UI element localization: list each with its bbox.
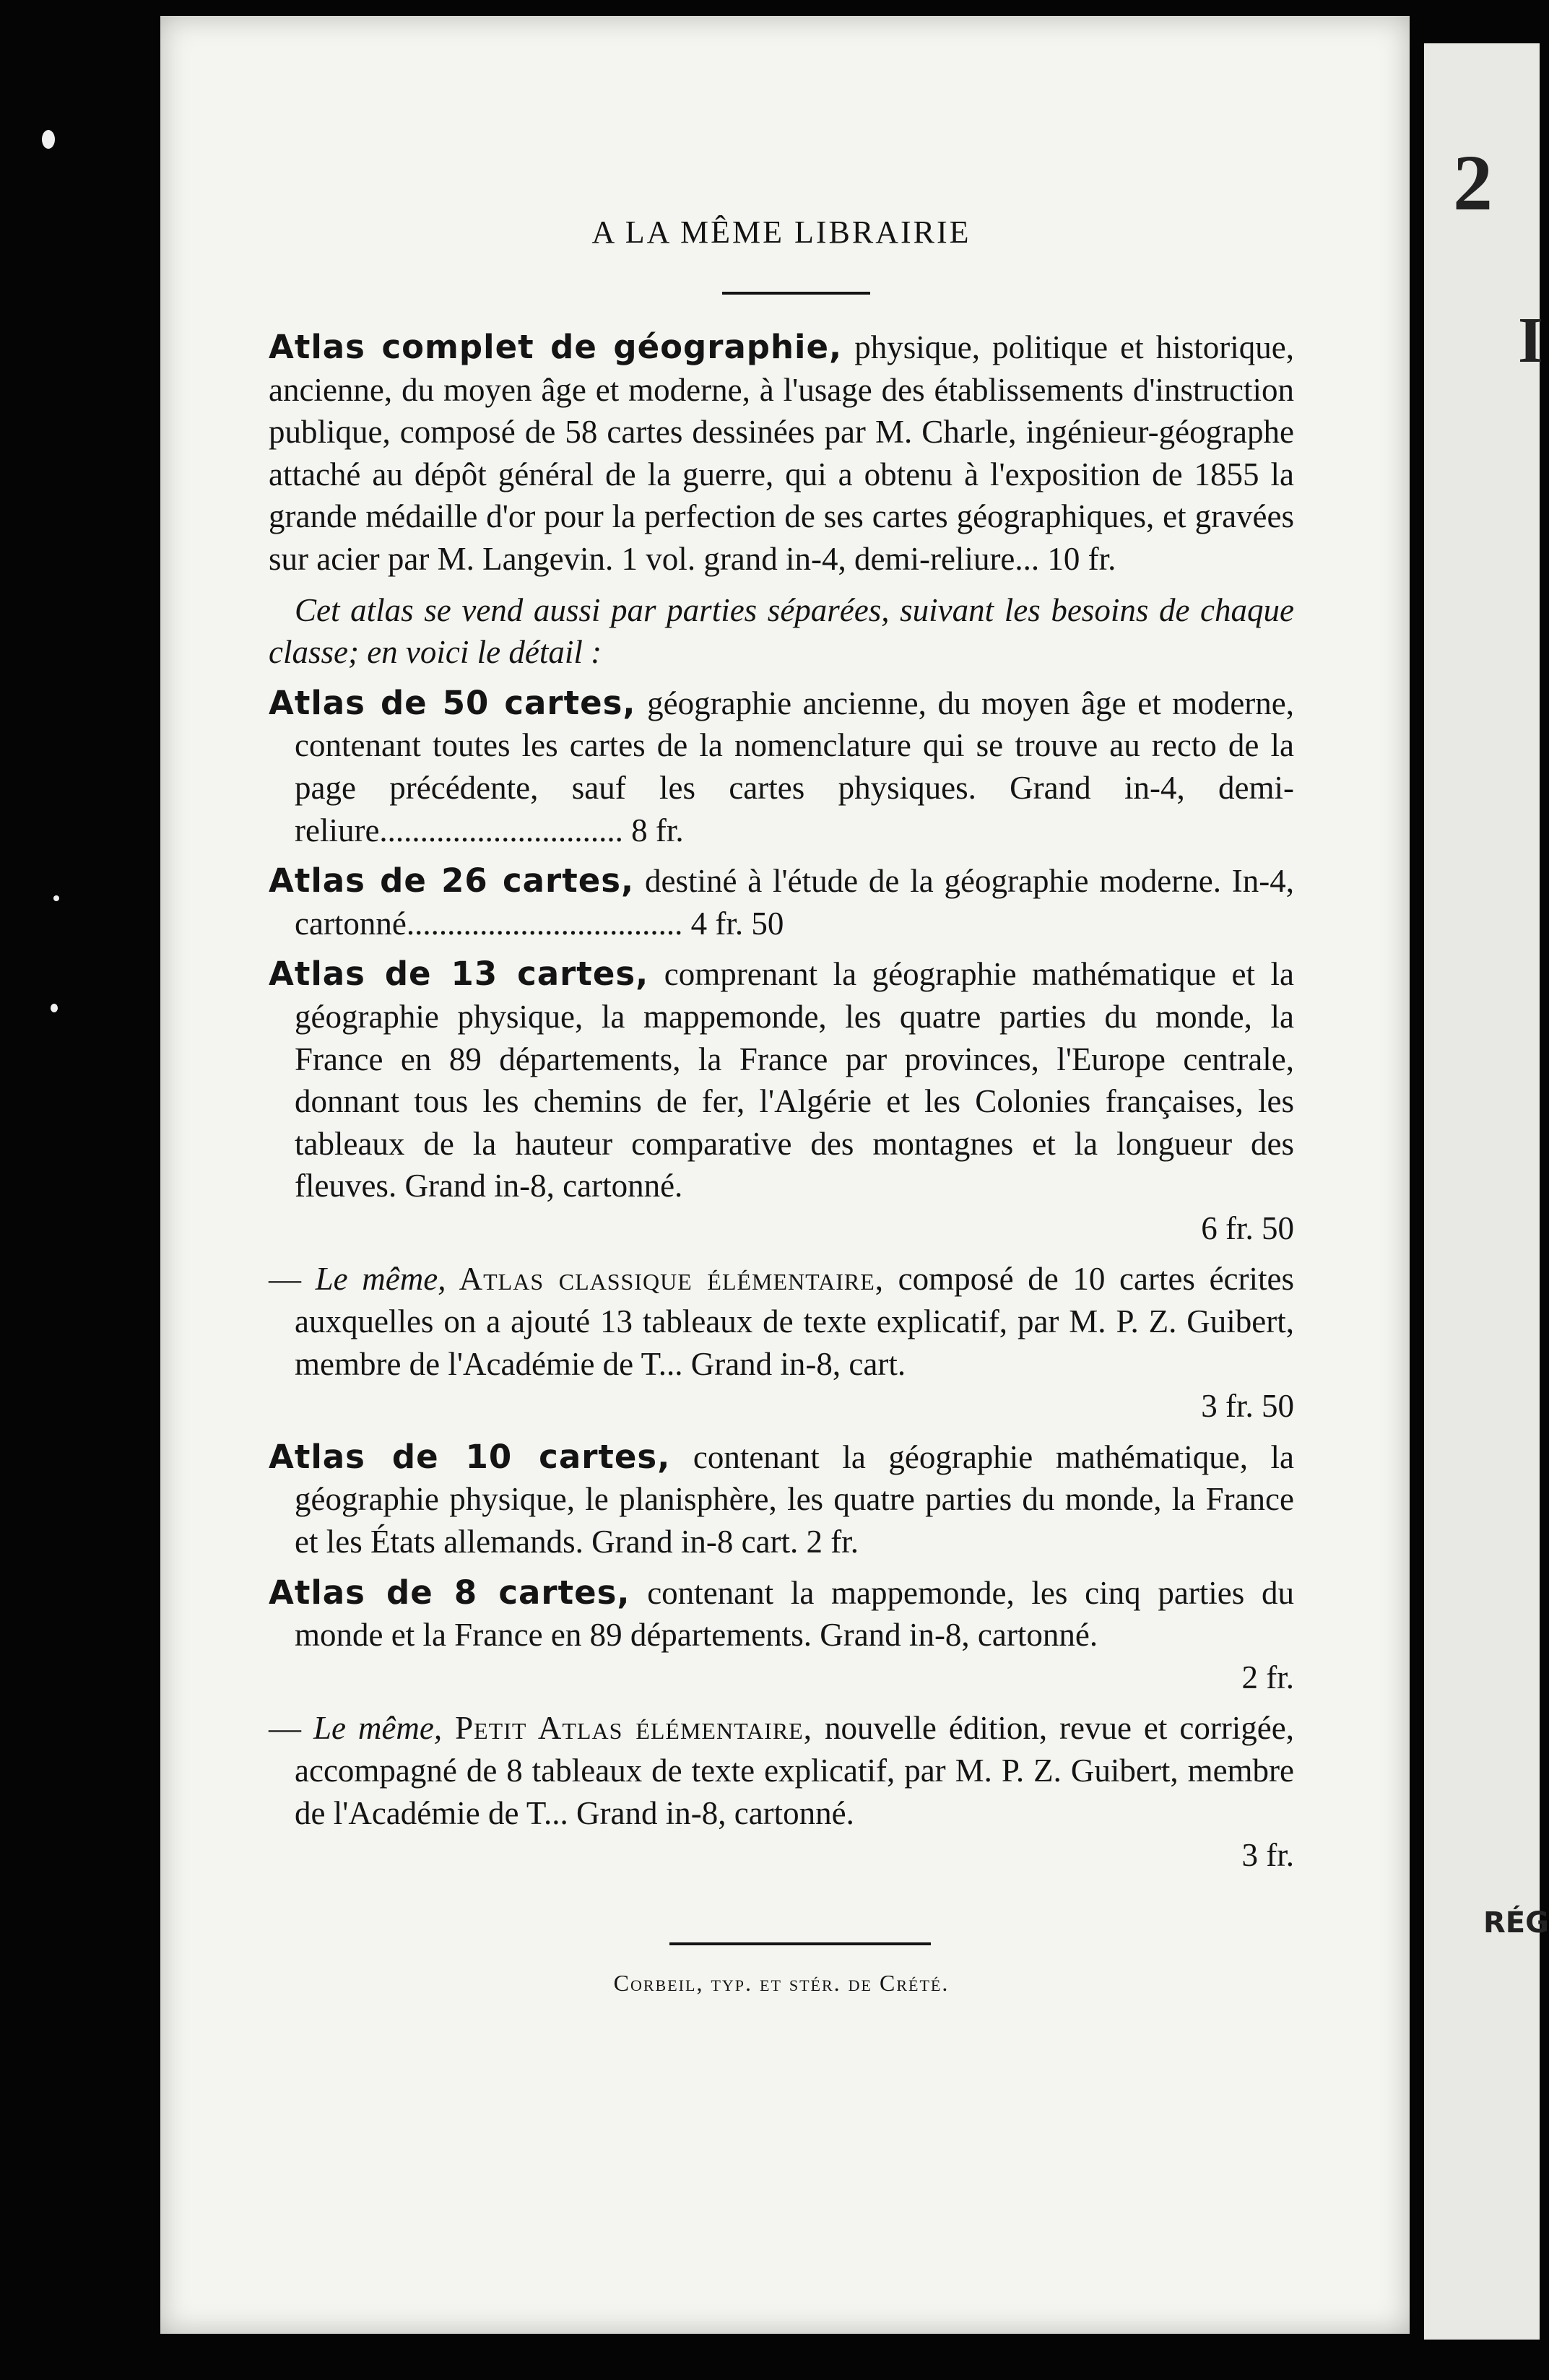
- entry-text: géographie ancienne, du moyen âge et moderne, contenant toutes les cartes de la nomenclature qui se trouve au recto de la page précédente, sauf les cartes physiques. Grand in-4, demi-reliure..............................: [295, 685, 1294, 848]
- entry-text: nouvelle édition, revue et corrigée, accompagné de 8 tableaux de texte explicatif, par M. P. Z. Guibert, membre de l'Académie de T... Grand in-8, cartonné.: [295, 1710, 1295, 1831]
- facing-page-fragment: RÉG: [1483, 1906, 1549, 1940]
- entry-italic: Le même,: [315, 1261, 446, 1298]
- entry-price: 6 fr. 50: [1201, 1209, 1294, 1246]
- entry-price: 10 fr.: [1047, 540, 1116, 577]
- entry-title: Atlas de 13 cartes,: [269, 955, 649, 994]
- entry-text: destiné à l'étude de la géographie moderne. In-4, cartonné..................................: [295, 863, 1294, 942]
- entry-title: Atlas de 10 cartes,: [269, 1437, 671, 1476]
- entry-text: composé de 10 cartes écrites auxquelles on a ajouté 13 tableaux de texte explicatif, par M. P. Z. Guibert, membre de l'Académie de T... Grand in-8, cart.: [295, 1261, 1294, 1382]
- facing-page-fragment: 2: [1453, 139, 1493, 227]
- entry-price: 3 fr. 50: [1201, 1388, 1294, 1425]
- entry-title: Atlas de 8 cartes,: [269, 1573, 630, 1612]
- entry-smallcaps: Petit Atlas élémentaire,: [442, 1710, 812, 1747]
- entry-title: Atlas de 26 cartes,: [269, 861, 635, 900]
- dust-speck: [42, 130, 55, 149]
- catalog-entry: [269, 860, 1294, 944]
- entry-dash: —: [269, 1261, 316, 1298]
- entry-text: contenant la géographie mathématique, la géographie physique, le planisphère, les quatre parties du monde, la France et les États allemands. Grand in-8 cart.: [295, 1438, 1294, 1560]
- catalog-entry: [269, 1436, 1294, 1563]
- catalog-entry: [269, 682, 1294, 851]
- entry-text: contenant la mappemonde, les cinq parties du monde et la France en 89 départements. Grand in-8, cartonné.: [295, 1574, 1294, 1654]
- catalog-entry: [269, 326, 1294, 581]
- entry-title: Atlas de 50 cartes,: [269, 683, 636, 722]
- entry-smallcaps: Atlas classique élémentaire,: [446, 1261, 885, 1298]
- catalog-note: Cet atlas se vend aussi par parties séparées, suivant les besoins de chaque classe; en voici le détail :: [269, 591, 1294, 671]
- entry-dash: —: [269, 1710, 313, 1747]
- bottom-rule: [669, 1942, 931, 1945]
- entry-text: physique, politique et historique, ancienne, du moyen âge et moderne, à l'usage des établissements d'instruction publique, composé de 58 cartes dessinées par M. Charle, ingénieur-géographe attaché au dépôt général de la guerre, qui a obtenu à l'exposition de 1855 la grande médaille d'or pour la perfection de ses cartes géographiques, et gravées sur acier par M. Langevin. 1 vol. grand in-4, demi-reliure...: [269, 329, 1294, 577]
- entry-price: 3 fr.: [1241, 1837, 1294, 1874]
- facing-page-edge: [1424, 43, 1549, 2340]
- entry-price: 8 fr.: [631, 812, 684, 848]
- catalog-entry: [269, 1258, 1294, 1427]
- catalog-entry: [269, 1572, 1294, 1699]
- catalog-entry: [269, 1707, 1294, 1876]
- dust-speck: [51, 1004, 58, 1012]
- entry-text: comprenant la géographie mathématique et la géographie physique, la mappemonde, les quatre parties du monde, la France en 89 départements, la France par provinces, l'Europe centrale, donnant tous les chemins de fer, l'Algérie et les Colonies françaises, les tableaux de la hauteur comparative des montagnes et la longueur des fleuves. Grand in-8, cartonné.: [295, 956, 1294, 1204]
- entry-italic: Le même,: [313, 1710, 443, 1747]
- book-page: [160, 16, 1410, 2334]
- top-rule: [722, 292, 870, 295]
- entry-title: Atlas complet de géographie,: [269, 328, 843, 366]
- facing-page-fragment: I: [1518, 305, 1544, 376]
- printer-imprint: Corbeil, typ. et stér. de Crété.: [613, 1970, 950, 1996]
- entry-price: 2 fr.: [806, 1524, 859, 1560]
- dust-speck: [53, 895, 59, 901]
- catalog-entry: [269, 953, 1294, 1249]
- entry-price: 4 fr. 50: [690, 905, 784, 942]
- page-title: A LA MÊME LIBRAIRIE: [591, 214, 971, 250]
- catalog-entries: [269, 326, 1294, 1885]
- entry-price: 2 fr.: [1241, 1659, 1294, 1695]
